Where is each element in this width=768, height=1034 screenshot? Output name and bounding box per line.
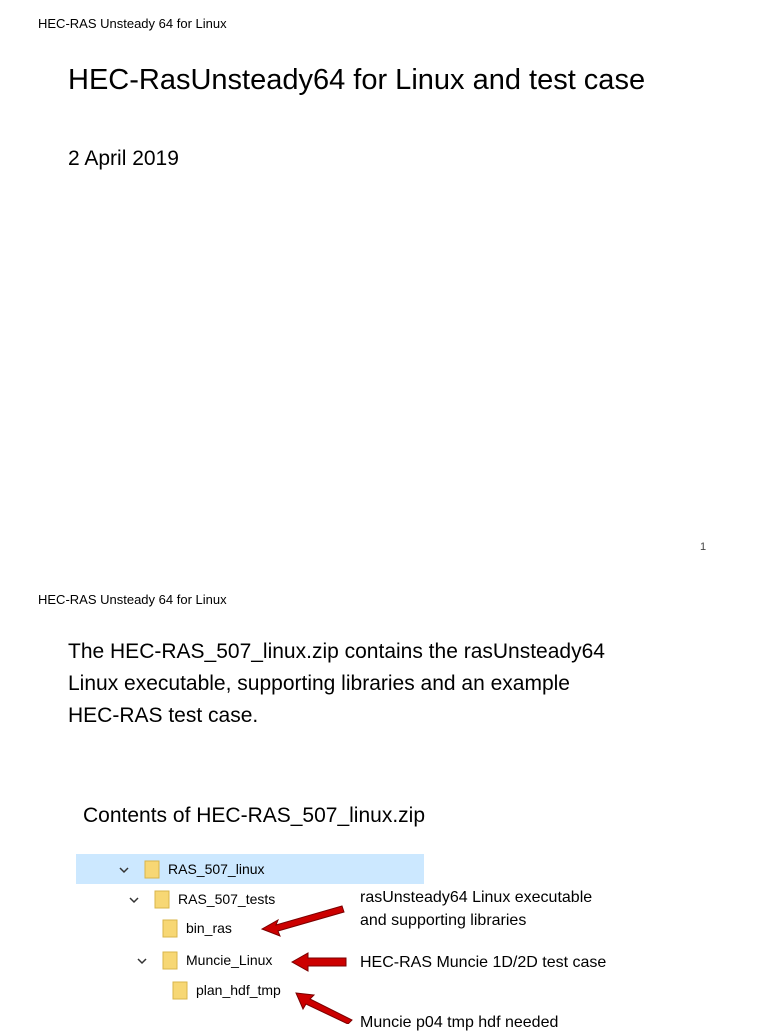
- tree-label-plan: plan_hdf_tmp: [196, 982, 281, 998]
- intro-line-1: The HEC-RAS_507_linux.zip contains the rasUnsteady64: [68, 640, 605, 663]
- contents-title: Contents of HEC-RAS_507_linux.zip: [83, 804, 426, 827]
- page1-title: HEC-RasUnsteady64 for Linux and test case: [68, 64, 646, 96]
- page1-header: HEC-RAS Unsteady 64 for Linux: [38, 16, 227, 31]
- annotation-exe-line-2: and supporting libraries: [360, 912, 527, 929]
- annotation-test-case: HEC-RAS Muncie 1D/2D test case: [360, 954, 607, 971]
- page2-header: HEC-RAS Unsteady 64 for Linux: [38, 592, 227, 607]
- page-number: 1: [700, 541, 707, 553]
- arrow-to-muncie-icon: [292, 953, 346, 971]
- arrow-to-plan-icon: [296, 993, 352, 1024]
- arrow-to-bin-icon: [262, 906, 344, 936]
- annotation-exe-line-1: rasUnsteady64 Linux executable: [360, 889, 593, 906]
- tree-label-root: RAS_507_linux: [168, 861, 265, 877]
- annotation-tmp-needed: Muncie p04 tmp hdf needed: [360, 1014, 559, 1031]
- tree-label-tests: RAS_507_tests: [178, 891, 276, 907]
- page1-date: 2 April 2019: [68, 147, 179, 170]
- tree-label-bin: bin_ras: [186, 920, 232, 936]
- intro-line-2: Linux executable, supporting libraries and an example: [68, 672, 570, 695]
- tree-label-muncie: Muncie_Linux: [186, 952, 273, 968]
- intro-line-3: HEC-RAS test case.: [68, 704, 259, 727]
